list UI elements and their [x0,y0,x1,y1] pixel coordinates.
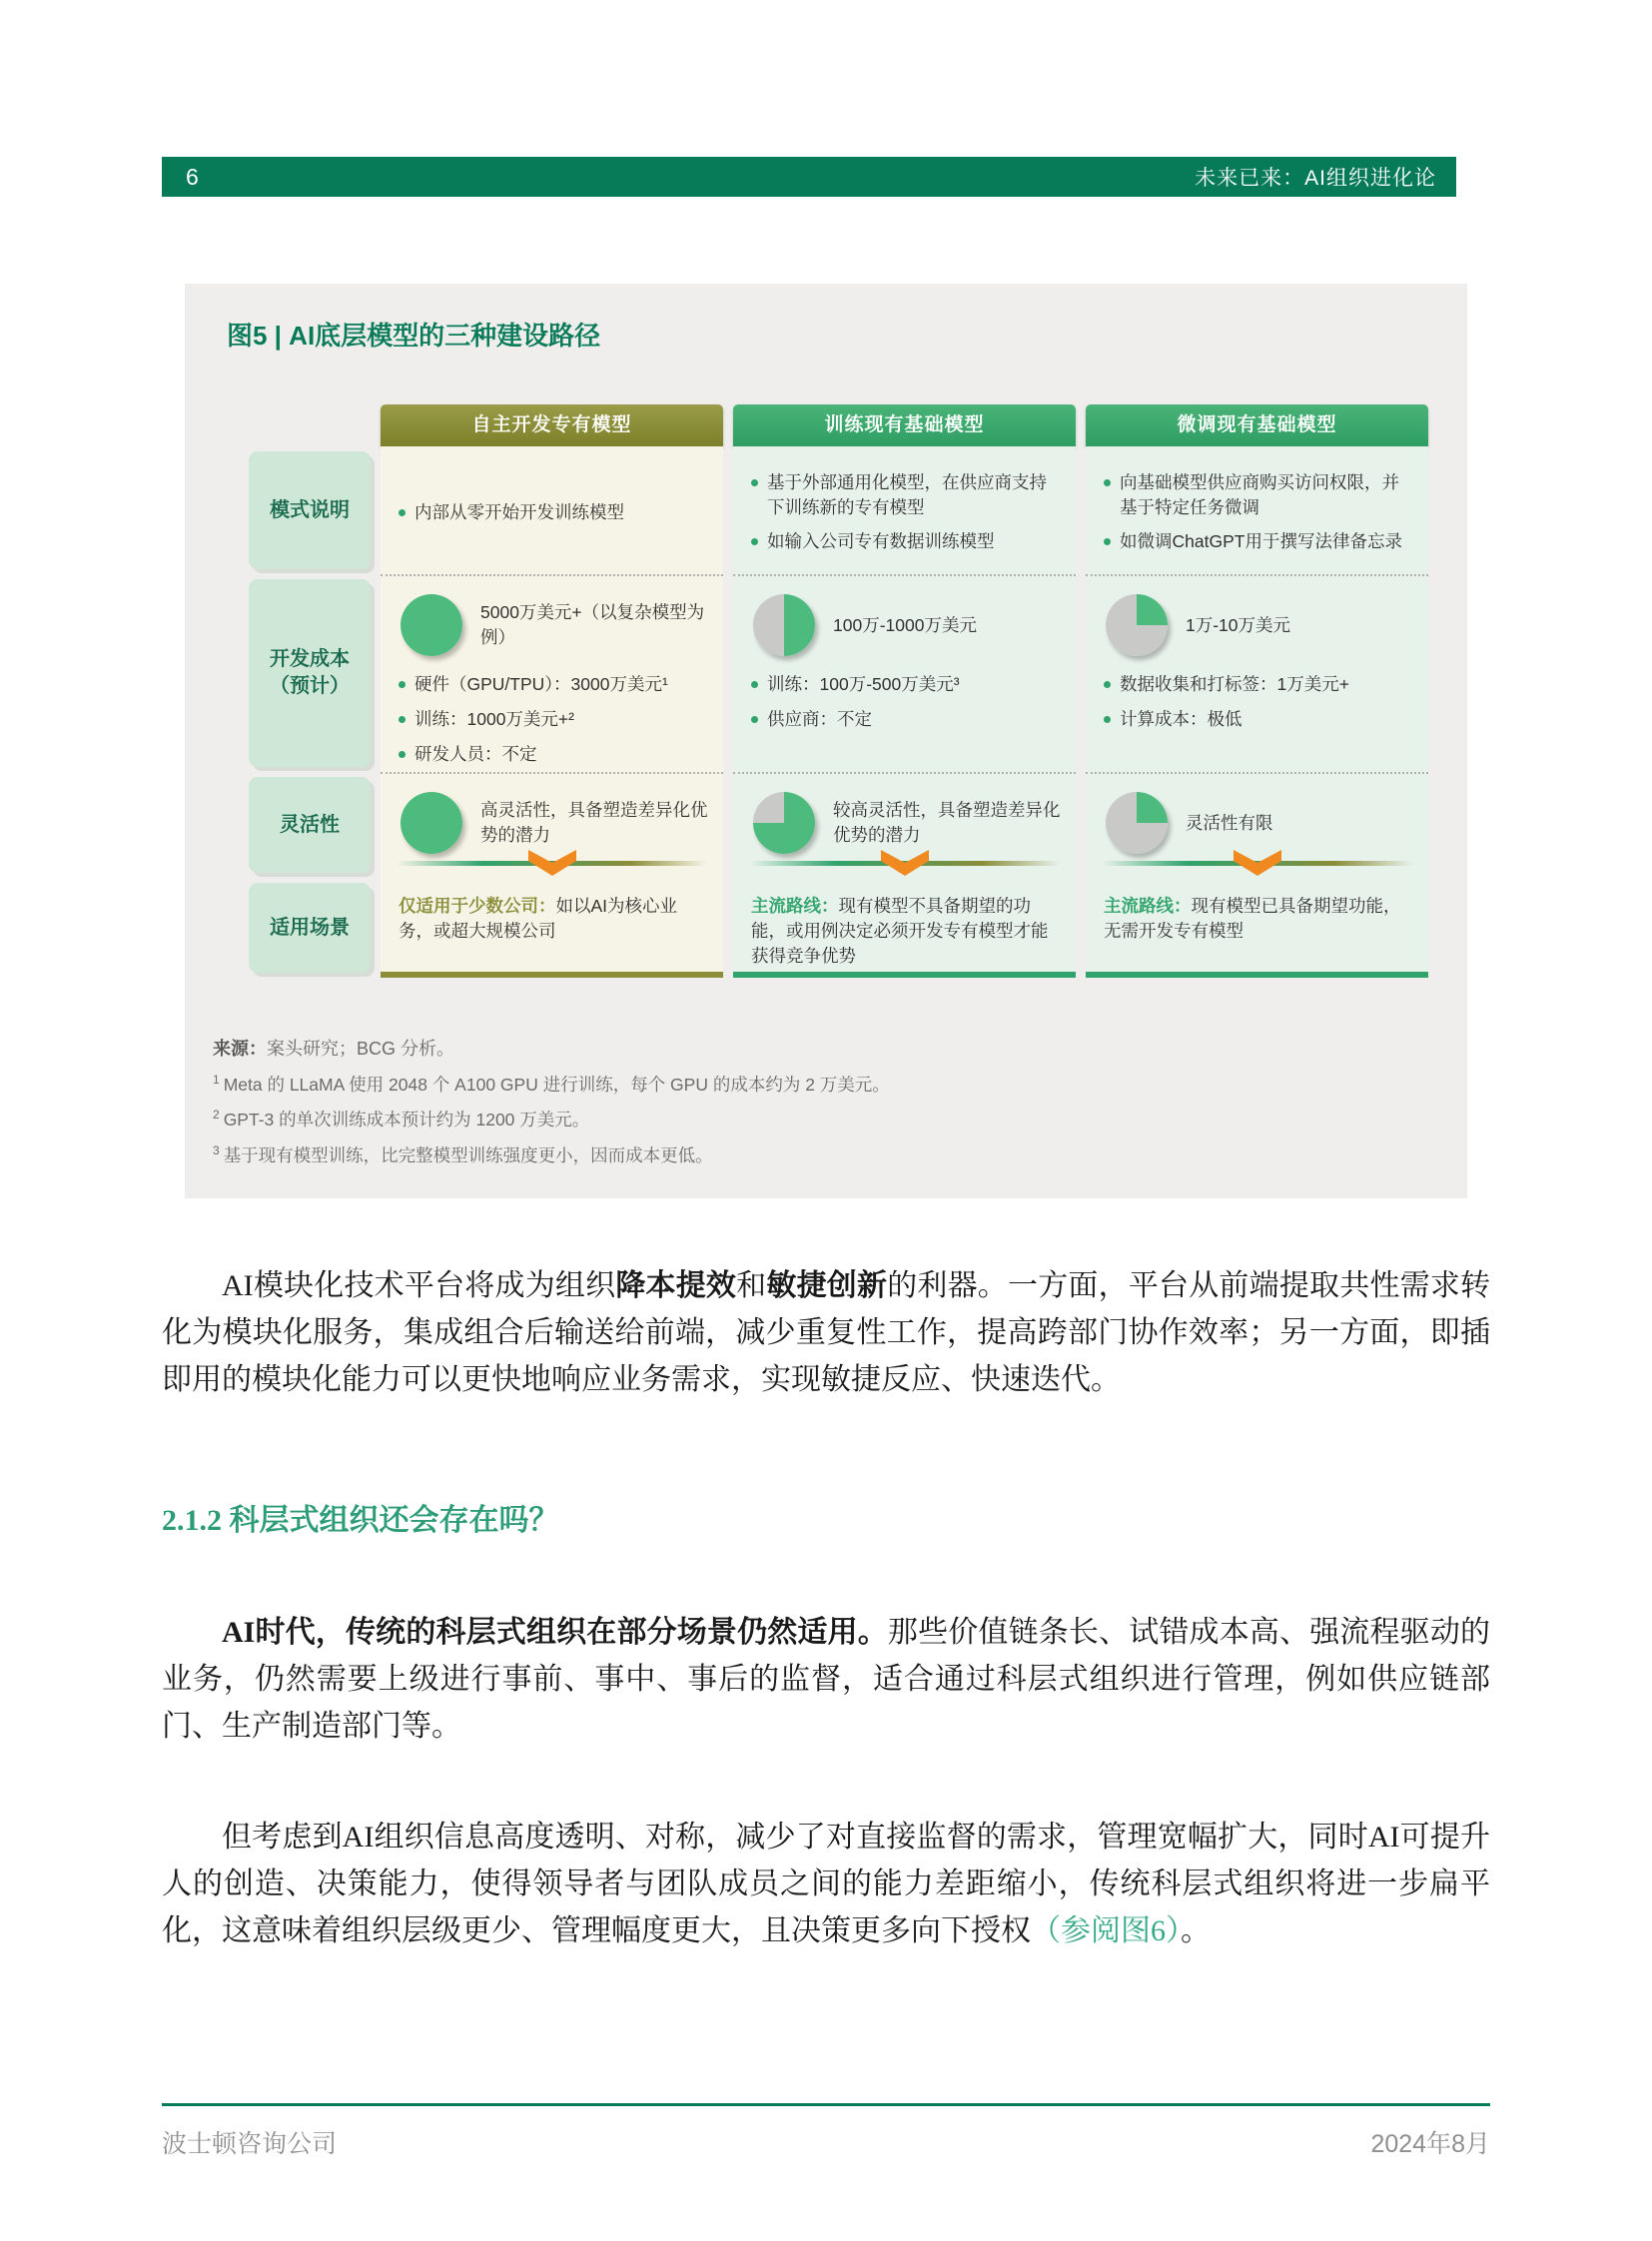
figure-panel [185,284,1467,1198]
footnote-text: Meta 的 LLaMA 使用 2048 个 A100 GPU 进行训练，每个 GPU 的成本约为 2 万美元。 [223,1074,890,1095]
list-item [751,470,1062,520]
flexibility-pie-row [1106,792,1414,854]
scenario-text: 如以AI为核心业务，或超大规模公司 [399,896,678,941]
mode-cell-train-existing [733,446,1076,574]
paragraph-platform [162,1262,1490,1403]
flexibility-pie-icon [753,792,815,854]
flexibility-cell-self-develop [381,772,723,878]
row-label-wrap [249,772,371,878]
flexibility-label: 较高灵活性，具备塑造差异化优势的潜力 [833,800,1061,845]
cost-bullet-list [399,672,709,767]
bullet-icon [399,509,406,516]
page-header-band [162,157,1456,197]
list-item [751,672,1062,697]
paragraph-segment: AI模块化技术平台将成为组织 [222,1268,616,1302]
bullet-icon [1104,681,1111,688]
bullet-icon [751,538,758,545]
cost-pie-row [753,594,1062,656]
bullet-text: 研发人员：不定 [414,743,537,764]
cost-cell-self-develop [381,574,723,772]
list-item [1104,470,1414,520]
mode-cell-finetune-existing [1086,446,1428,574]
figure-notes [213,1036,1467,1168]
section-heading-2-1-2: 2.1.2 科层式组织还会存在吗？ [162,1503,559,1537]
paragraph-segment: 。 [1181,1913,1211,1947]
list-item [399,707,709,732]
bullet-text: 内部从零开始开发训练模型 [414,501,624,522]
cost-cell-train-existing [733,574,1076,772]
down-chevron-icon [878,849,932,877]
list-item [751,529,1062,554]
scenario-cell-self-develop [381,878,723,978]
cost-pie-label: 100万-1000万美元 [833,614,977,635]
scenario-lead: 主流路线： [751,896,839,916]
flexibility-label: 高灵活性，具备塑造差异化优势的潜力 [480,800,708,845]
bullet-text: 基于外部通用化模型，在供应商支持下训练新的专有模型 [767,471,1047,517]
bullet-icon [751,681,758,688]
figure-table [249,404,1467,978]
row-label-wrap [249,574,371,772]
down-chevron-icon [525,849,579,877]
scenario-lead: 仅适用于少数公司： [399,896,556,916]
page-footer [162,2103,1490,2160]
column-header-finetune-existing: 微调现有基础模型 [1086,404,1428,446]
cost-pie-label: 5000万美元+（以复杂模型为例） [480,602,705,647]
footnote-text: GPT-3 的单次训练成本预计约为 1200 万美元。 [223,1110,590,1130]
cost-pie-icon [1106,594,1168,656]
cost-bullet-list [1104,672,1414,732]
document-title: 未来已来：AI组织进化论 [1195,167,1436,190]
body-text [162,1262,1490,1954]
source-line [213,1036,1467,1062]
row-label-cost-line2: （预计） [270,675,350,697]
list-item [1104,672,1414,697]
footnote [213,1072,1467,1098]
flexibility-cell-finetune-existing [1086,772,1428,878]
list-item [1104,707,1414,732]
flexibility-pie-icon [401,792,462,854]
flexibility-pie-icon [1106,792,1168,854]
bullet-text: 训练：1000万美元+² [414,708,574,729]
paragraph-segment: 但考虑到AI组织信息高度透明、对称，减少了对直接监督的需求，管理宽幅扩大，同时AI可提升人的创造、决策能力，使得领导者与团队成员之间的能力差距缩小，传统科层式组织将进一步扁平化，这意味着组织层级更少、管理幅度更大，且决策更多向下授权 [162,1820,1490,1947]
down-chevron-icon [1231,849,1284,877]
flexibility-cell-train-existing [733,772,1076,878]
scenario-text: 现有模型已具备期望功能，无需开发专有模型 [1104,896,1401,941]
paragraph-segment: 和 [736,1268,767,1302]
footer-company: 波士顿咨询公司 [162,2130,338,2158]
row-label-mode: 模式说明 [249,451,371,569]
paragraph-segment: 那些价值链条长、试错成本高、强流程驱动的业务，仍然需要上级进行事前、事中、事后的监督，适合通过科层式组织进行管理，例如供应链部门、生产制造部门等。 [162,1615,1491,1743]
bullet-icon [1104,538,1111,545]
figure6-reference-link[interactable]: （参阅图6） [1031,1913,1181,1947]
footnote-marker: 3 [213,1142,220,1157]
source-label: 来源： [213,1039,267,1059]
column-header-train-existing: 训练现有基础模型 [733,404,1076,446]
cost-pie-icon [753,594,815,656]
cost-pie-row [1106,594,1414,656]
table-corner-spacer [249,404,371,446]
bullet-text: 硬件（GPU/TPU）：3000万美元¹ [414,674,668,694]
paragraph-segment-bold: AI时代，传统的科层式组织在部分场景仍然适用。 [222,1615,888,1649]
footnote-text: 基于现有模型训练，比完整模型训练强度更小，因而成本更低。 [223,1144,713,1165]
list-item [399,742,709,767]
bullet-icon [399,716,406,723]
scenario-cell-train-existing [733,878,1076,978]
paragraph-segment-bold: 降本提效 [615,1268,737,1302]
scenario-text: 现有模型不具备期望的功能，或用例决定必须开发专有模型才能获得竞争优势 [751,896,1049,966]
bullet-icon [751,716,758,723]
bullet-text: 数据收集和打标签：1万美元+ [1120,674,1349,694]
cost-pie-row [401,594,709,656]
bullet-text: 供应商：不定 [767,708,872,729]
column-header-self-develop: 自主开发专有模型 [381,404,723,446]
cost-pie-label: 1万-10万美元 [1186,614,1291,635]
page-number: 6 [186,163,199,190]
bullet-icon [1104,716,1111,723]
bullet-text: 如输入公司专有数据训练模型 [767,531,995,552]
bullet-text: 如微调ChatGPT用于撰写法律备忘录 [1120,531,1402,552]
footer-date: 2024年8月 [1370,2130,1490,2158]
bullet-icon [399,681,406,688]
source-text: 案头研究；BCG 分析。 [267,1039,455,1059]
cost-cell-finetune-existing [1086,574,1428,772]
paragraph-hierarchy-applicable [162,1609,1490,1750]
bullet-icon [399,751,406,758]
list-item [1104,529,1414,554]
flexibility-pie-row [753,792,1062,854]
bullet-text: 训练：100万-500万美元³ [767,674,960,694]
row-label-cost-line1: 开发成本 [270,648,350,670]
flexibility-pie-row [401,792,709,854]
list-item [399,672,709,697]
bullet-text: 计算成本：极低 [1120,708,1242,729]
row-label-wrap [249,446,371,574]
row-label-cost [249,579,371,767]
footnote-marker: 1 [213,1073,220,1088]
cost-bullet-list [751,672,1062,732]
cost-pie-icon [401,594,462,656]
mode-cell-self-develop [381,446,723,574]
paragraph-segment-bold: 敏捷创新 [766,1268,888,1302]
bullet-text: 向基础模型供应商购买访问权限，并基于特定任务微调 [1120,471,1399,517]
footnote [213,1142,1467,1168]
figure-title: 图5 | AI底层模型的三种建设路径 [227,321,601,351]
flexibility-label: 灵活性有限 [1186,812,1273,833]
footnote-marker: 2 [213,1108,220,1122]
paragraph-segment: 的利器。一方面，平台从前端提取共性需求转化为模块化服务，集成组合后输送给前端，减少重复性工作，提高跨部门协作效率；另一方面，即插即用的模块化能力可以更快地响应业务需求，实现敏捷反应、快速迭代。 [162,1268,1491,1396]
row-label-flexibility: 灵活性 [249,777,371,873]
paragraph-flattening [162,1814,1490,1954]
list-item [399,500,709,525]
footnote [213,1107,1467,1132]
row-label-wrap [249,878,371,978]
scenario-cell-finetune-existing [1086,878,1428,978]
list-item [751,707,1062,732]
scenario-lead: 主流路线： [1104,896,1192,916]
bullet-icon [751,479,758,486]
row-label-scenario: 适用场景 [249,883,371,973]
bullet-icon [1104,479,1111,486]
